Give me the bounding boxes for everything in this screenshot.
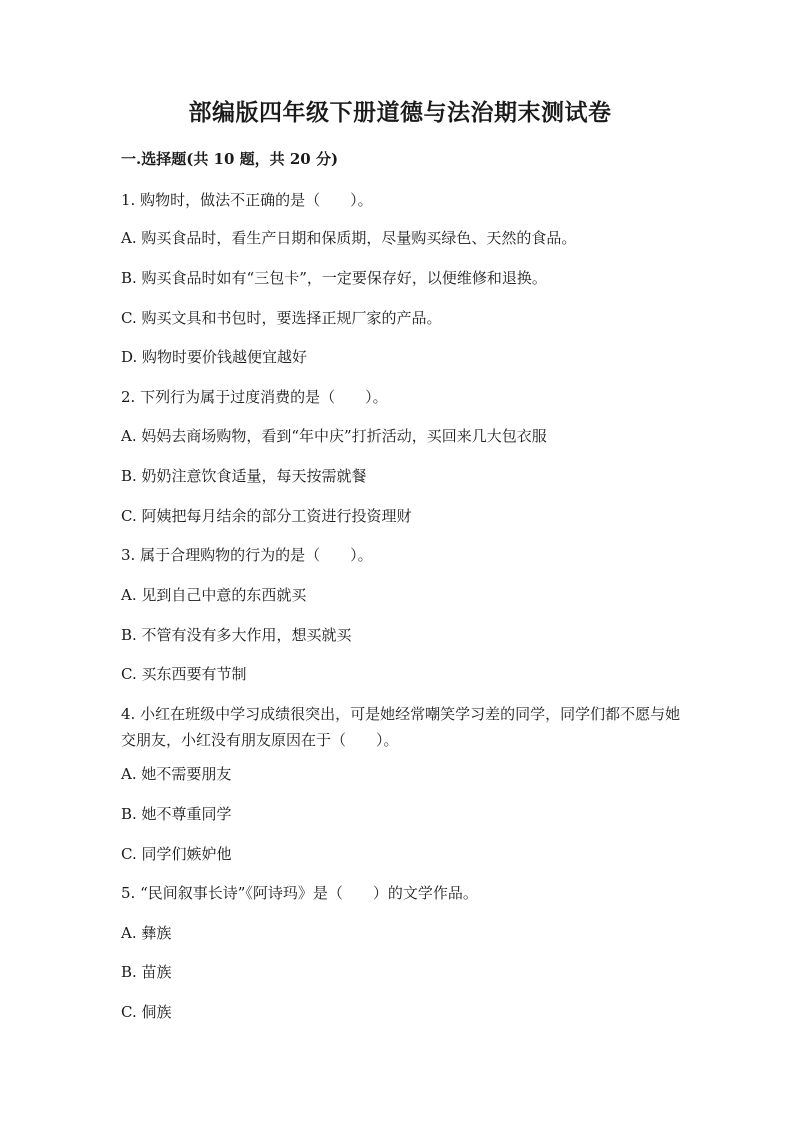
question-1-option-d: D. 购物时要价钱越便宜越好 <box>121 348 308 366</box>
question-5-option-a: A. 彝族 <box>121 924 172 942</box>
question-5-option-b: B. 苗族 <box>121 963 172 981</box>
question-3-option-a: A. 见到自己中意的东西就买 <box>121 586 307 604</box>
question-2-option-c: C. 阿姨把每月结余的部分工资进行投资理财 <box>121 507 412 525</box>
question-4-option-c: C. 同学们嫉妒他 <box>121 845 232 863</box>
question-4-option-a: A. 她不需要朋友 <box>121 765 232 783</box>
question-5-option-c: C. 侗族 <box>121 1003 172 1021</box>
question-3-option-b: B. 不管有没有多大作用，想买就买 <box>121 626 352 644</box>
question-4-option-b: B. 她不尊重同学 <box>121 805 232 823</box>
question-1-stem: 1. 购物时，做法不正确的是（ ）。 <box>121 191 373 209</box>
page-title: 部编版四年级下册道德与法治期末测试卷 <box>188 99 612 126</box>
question-2-option-a: A. 妈妈去商场购物，看到“年中庆”打折活动，买回来几大包衣服 <box>121 427 547 445</box>
question-5-stem: 5. “民间叙事长诗”《阿诗玛》是（ ）的文学作品。 <box>121 884 478 902</box>
question-4-stem: 4. 小红在班级中学习成绩很突出，可是她经常嘲笑学习差的同学，同学们都不愿与她交朋友，小红没有朋友原因在于（ ）。 <box>121 705 681 749</box>
question-1-option-a: A. 购买食品时，看生产日期和保质期，尽量购买绿色、天然的食品。 <box>121 229 577 247</box>
question-3-stem: 3. 属于合理购物的行为的是（ ）。 <box>121 546 373 564</box>
question-1-option-b: B. 购买食品时如有“三包卡”，一定要保存好，以便维修和退换。 <box>121 269 547 287</box>
question-3-option-c: C. 买东西要有节制 <box>121 665 247 683</box>
question-2-stem: 2. 下列行为属于过度消费的是（ ）。 <box>121 388 388 406</box>
question-2-option-b: B. 奶奶注意饮食适量，每天按需就餐 <box>121 467 367 485</box>
question-1-option-c: C. 购买文具和书包时，要选择正规厂家的产品。 <box>121 309 442 327</box>
section-heading: 一.选择题(共 10 题，共 20 分) <box>121 150 339 168</box>
